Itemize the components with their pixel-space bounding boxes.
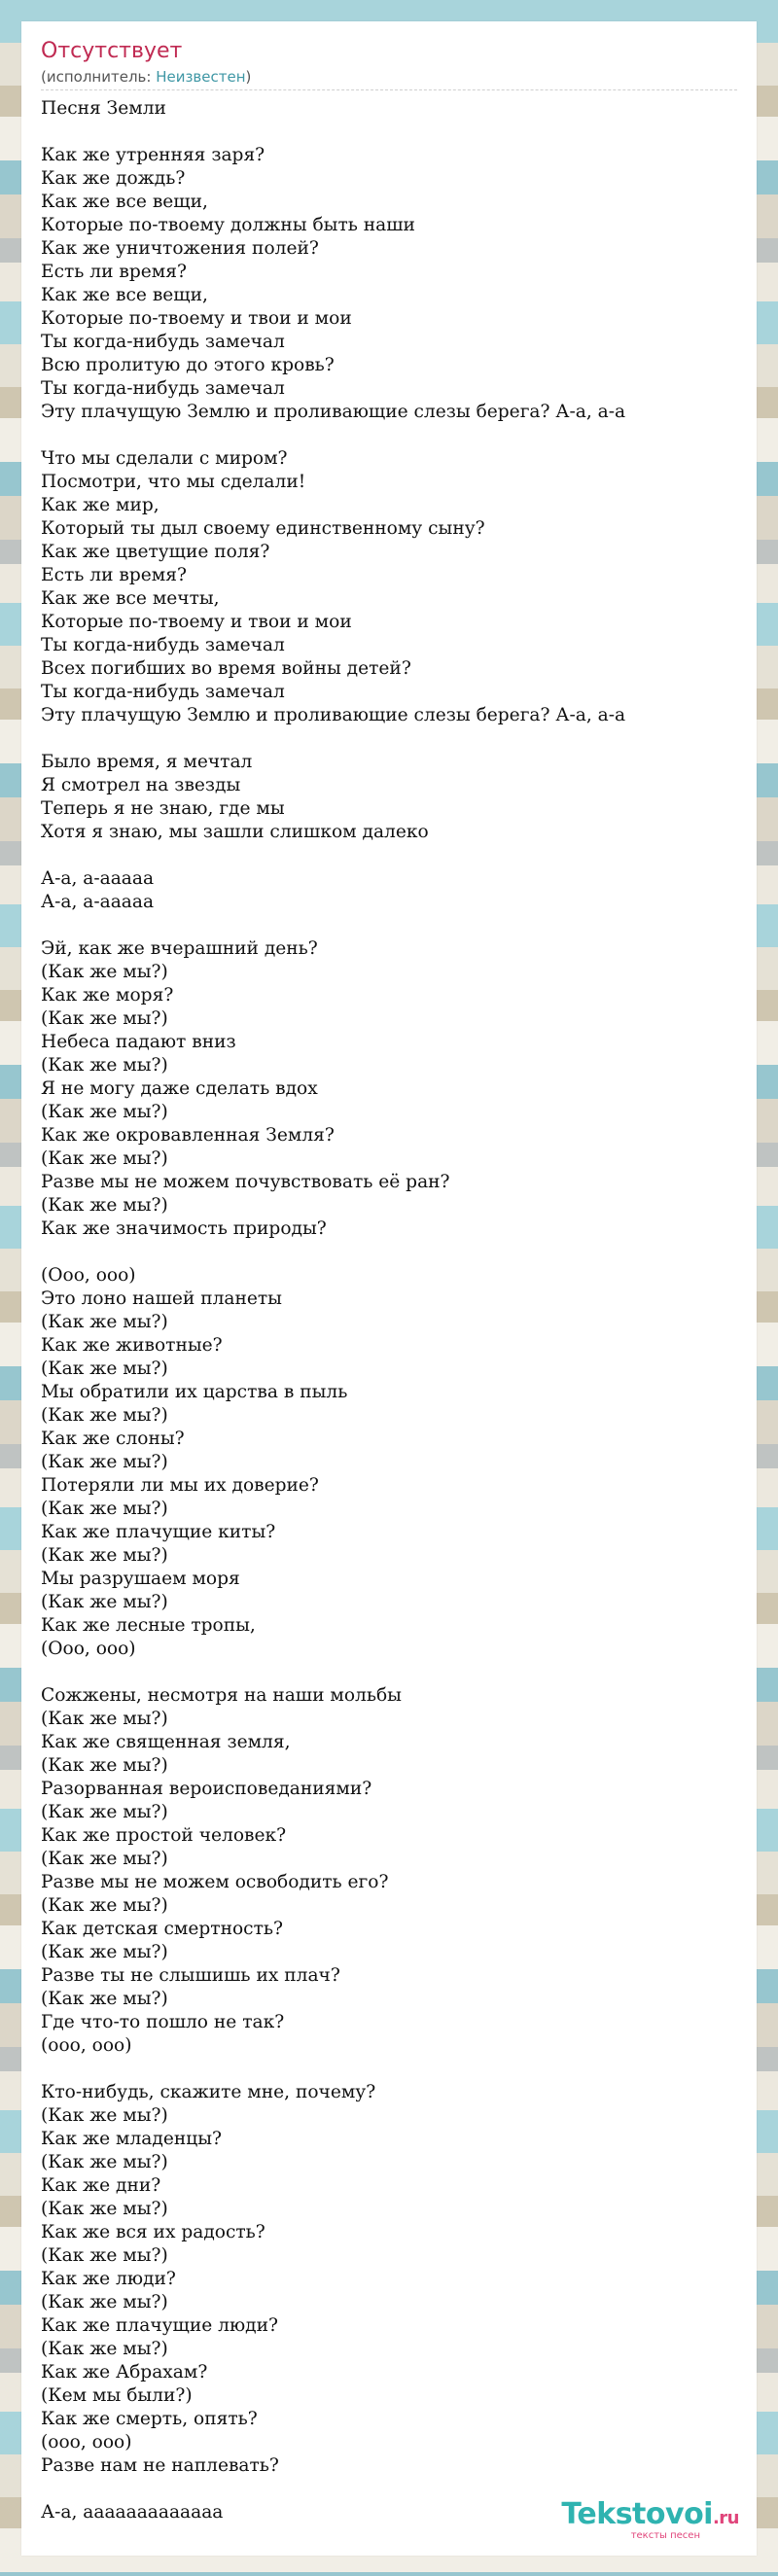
lyrics-line: (Как же мы?) [41,2105,168,2126]
lyrics-blank-line [41,844,737,867]
lyrics-line: (ооо, ооо) [41,2035,132,2056]
lyrics-line: Как же все мечты, [41,588,220,609]
lyrics-line: (Как же мы?) [41,1452,168,1472]
lyrics-line: (Как же мы?) [41,1055,168,1076]
lyrics-line: Как же все вещи, [41,285,208,305]
site-logo[interactable] [561,2499,739,2542]
lyrics-line: Всех погибших во время войны детей? [41,658,411,679]
lyrics-line: Эту плачущую Землю и проливающие слезы берега? А-а, а-а [41,402,626,422]
lyrics-line: (Как же мы?) [41,1849,168,1869]
lyrics-line: Как же моря? [41,985,174,1006]
lyrics-line: Как же значимость природы? [41,1218,327,1239]
lyrics-line: Кто-нибудь, скажите мне, почему? [41,2082,376,2102]
lyrics-line: (Как же мы?) [41,1195,168,1216]
lyrics-line: Как же цветущие поля? [41,542,270,562]
lyrics-line: Как же слоны? [41,1429,185,1449]
lyrics-line: (Как же мы?) [41,962,168,982]
logo-brand-name: Tekstovoi [561,2497,713,2531]
lyrics-line: (Как же мы?) [41,1312,168,1332]
lyrics-line: Мы разрушаем моря [41,1569,240,1589]
lyrics-blank-line [41,914,737,937]
lyrics-line: (Как же мы?) [41,1942,168,1962]
lyrics-line: (Как же мы?) [41,1545,168,1566]
lyrics-line: Как же уничтожения полей? [41,238,319,259]
lyrics-line: Как же вся их радость? [41,2222,265,2242]
lyrics-line: Как же плачущие киты? [41,1522,276,1542]
logo-brand [561,2499,739,2534]
lyrics-line: (Как же мы?) [41,1499,168,1519]
lyrics-line: Как же мир, [41,495,159,515]
divider [41,89,737,90]
lyrics-line: А-а, а-ааааа [41,868,155,889]
artist-prefix: (исполнитель: [41,68,157,86]
lyrics-line: Разве мы не можем освободить его? [41,1872,389,1892]
lyrics-line: Есть ли время? [41,262,187,282]
lyrics-line: Как же простой человек? [41,1825,287,1846]
lyrics-line: Небеса падают вниз [41,1032,236,1052]
artist-suffix: ) [245,68,252,86]
lyrics-blank-line [41,1661,737,1684]
lyrics-line: Как же дни? [41,2175,161,2196]
lyrics-line: Было время, я мечтал [41,752,253,772]
lyrics-card [21,21,757,2556]
lyrics-line: Ты когда-нибудь замечал [41,682,285,702]
lyrics-line: (Как же мы?) [41,1592,168,1612]
lyrics-line: (Как же мы?) [41,1802,168,1822]
lyrics-line: (ооо, ооо) [41,2432,132,2452]
lyrics-line: Который ты дыл своему единственному сыну? [41,518,485,539]
lyrics-line: Это лоно нашей планеты [41,1288,282,1309]
lyrics-line: Мы обратили их царства в пыль [41,1382,348,1402]
lyrics-line: (Как же мы?) [41,2152,168,2172]
lyrics-line: (Как же мы?) [41,1008,168,1029]
logo-tagline: тексты песен [630,2530,700,2541]
lyrics-line: Разве мы не можем почувствовать её ран? [41,1172,450,1192]
lyrics-line: (Как же мы?) [41,1405,168,1426]
lyrics-blank-line [41,1241,737,1264]
lyrics-line: Как же Абрахам? [41,2362,208,2382]
lyrics-line: А-а, ааааааааааааа [41,2502,224,2523]
lyrics-line: (Как же мы?) [41,1755,168,1776]
lyrics-line: Я смотрел на звезды [41,775,241,795]
artist-line [41,68,251,86]
lyrics-line: Как же все вещи, [41,192,208,212]
song-title: Отсутствует [41,39,183,63]
lyrics-line: Как же священная земля, [41,1732,291,1752]
lyrics-blank-line [41,2058,737,2081]
lyrics-line: А-а, а-ааааа [41,892,155,912]
lyrics-line: Потеряли ли мы их доверие? [41,1475,319,1496]
lyrics-line: Как же люди? [41,2269,176,2289]
logo-tld: .ru [712,2508,739,2528]
lyrics-line: Разве ты не слышишь их плач? [41,1965,340,1986]
lyrics-line: Теперь я не знаю, где мы [41,798,285,819]
lyrics-blank-line [41,424,737,447]
lyrics-line: Что мы сделали с миром? [41,448,288,469]
lyrics-line: Я не могу даже сделать вдох [41,1078,318,1099]
lyrics-line: (Как же мы?) [41,2339,168,2359]
lyrics-text [41,97,737,2524]
lyrics-line: Как же смерть, опять? [41,2409,258,2429]
lyrics-line: Эй, как же вчерашний день? [41,938,318,959]
lyrics-line: Которые по-твоему и твои и мои [41,612,352,632]
lyrics-line: Всю пролитую до этого кровь? [41,355,335,375]
lyrics-line: (Кем мы были?) [41,2385,193,2406]
lyrics-line: Как же дождь? [41,168,186,189]
lyrics-line: (Как же мы?) [41,1895,168,1916]
lyrics-line: Как же плачущие люди? [41,2315,278,2336]
lyrics-line: Как же окровавленная Земля? [41,1125,335,1146]
lyrics-line: Ты когда-нибудь замечал [41,332,285,352]
lyrics-line: Как же утренняя заря? [41,145,265,165]
lyrics-line: Песня Земли [41,98,166,119]
lyrics-line: (Как же мы?) [41,1102,168,1122]
lyrics-line: (Как же мы?) [41,2245,168,2266]
lyrics-line: Посмотри, что мы сделали! [41,472,306,492]
lyrics-line: Ты когда-нибудь замечал [41,378,285,399]
lyrics-line: Разорванная вероисповеданиями? [41,1779,372,1799]
lyrics-line: (Как же мы?) [41,1709,168,1729]
lyrics-line: Эту плачущую Землю и проливающие слезы берега? А-а, а-а [41,705,626,725]
lyrics-line: Где что-то пошло не так? [41,2012,285,2032]
lyrics-line: Сожжены, несмотря на наши мольбы [41,1685,402,1706]
lyrics-line: Как детская смертность? [41,1919,283,1939]
lyrics-line: Разве нам не наплевать? [41,2455,279,2476]
lyrics-line: Как же лесные тропы, [41,1615,256,1636]
lyrics-line: Как же младенцы? [41,2129,222,2149]
lyrics-line: Хотя я знаю, мы зашли слишком далеко [41,822,429,842]
lyrics-line: (Ооо, ооо) [41,1265,136,1286]
lyrics-line: (Как же мы?) [41,2199,168,2219]
lyrics-line: Есть ли время? [41,565,187,585]
lyrics-line: (Как же мы?) [41,1359,168,1379]
lyrics-line: Которые по-твоему и твои и мои [41,308,352,329]
lyrics-blank-line [41,121,737,144]
lyrics-line: (Ооо, ооо) [41,1639,136,1659]
lyrics-line: Как же животные? [41,1335,223,1356]
lyrics-line: (Как же мы?) [41,2292,168,2312]
lyrics-blank-line [41,727,737,751]
lyrics-line: Ты когда-нибудь замечал [41,635,285,655]
artist-link[interactable]: Неизвестен [156,68,246,86]
lyrics-line: (Как же мы?) [41,1989,168,2009]
lyrics-line: Которые по-твоему должны быть наши [41,215,415,235]
lyrics-line: (Как же мы?) [41,1148,168,1169]
